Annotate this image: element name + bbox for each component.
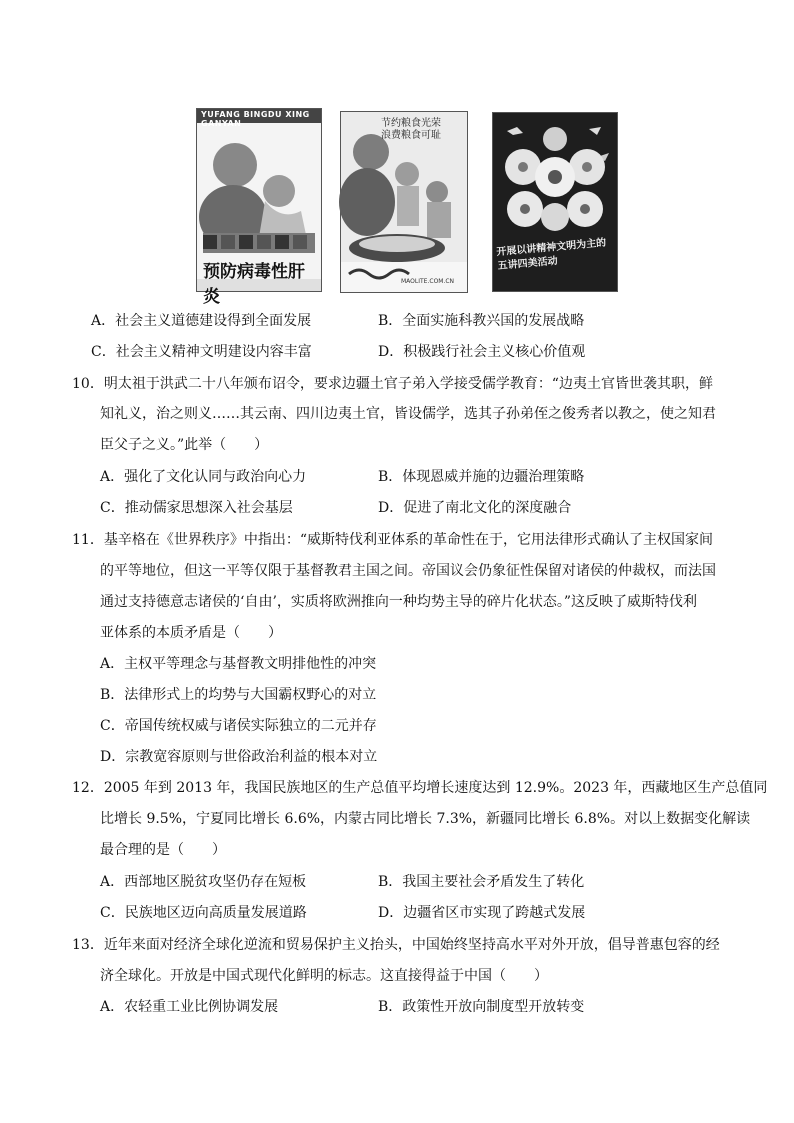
q11-option-c[interactable]: C．帝国传统权威与诸侯实际独立的二元并存 — [100, 718, 377, 734]
poster-civility-caption: 开展以讲精神文明为主的五讲四美活动 — [496, 237, 607, 273]
q12-option-b[interactable]: B．我国主要社会矛盾发生了转化 — [378, 874, 585, 890]
q10-option-c[interactable]: C．推动儒家思想深入社会基层 — [100, 500, 293, 516]
q10-stem-line: 知礼义，治之则义……其云南、四川边夷土官，皆设儒学，选其子孙弟侄之俊秀者以教之，使之知君 — [100, 406, 716, 422]
q9-option-a[interactable]: A．社会主义道德建设得到全面发展 — [91, 313, 312, 329]
q11-stem-line: 11．基辛格在《世界秩序》中指出：“威斯特伐利亚体系的革命性在于，它用法律形式确认了主权国家间 — [72, 532, 713, 548]
poster-grain — [340, 111, 468, 293]
poster-images — [196, 108, 620, 307]
q11-option-a[interactable]: A．主权平等理念与基督教文明排他性的冲突 — [100, 656, 377, 672]
q10-stem-line: 臣父子之义。”此举（ ） — [100, 437, 269, 453]
q13-option-a[interactable]: A．农轻重工业比例协调发展 — [100, 999, 279, 1015]
q12-stem-line: 比增长 9.5%，宁夏同比增长 6.6%，内蒙古同比增长 7.3%，新疆同比增长 6.8%。对以上数据变化解读 — [100, 811, 751, 827]
q11-option-d[interactable]: D．宗教宽容原则与世俗政治利益的根本对立 — [100, 749, 378, 765]
q10-option-d[interactable]: D．促进了南北文化的深度融合 — [378, 500, 572, 516]
poster-grain-footer: MAOLITE.COM.CN — [401, 278, 455, 285]
q12-option-a[interactable]: A．西部地区脱贫攻坚仍存在短板 — [100, 874, 307, 890]
q10-stem-line: 10．明太祖于洪武二十八年颁布诏令，要求边疆土官子弟入学接受儒学教育：“边夷土官皆世袭其职，鲜 — [72, 376, 713, 392]
q13-option-b[interactable]: B．政策性开放向制度型开放转变 — [378, 999, 585, 1015]
q12-option-d[interactable]: D．边疆省区市实现了跨越式发展 — [378, 905, 586, 921]
poster-grain-header: 节约粮食光荣 浪费粮食可耻 — [381, 118, 441, 141]
q11-stem-line: 通过支持德意志诸侯的‘自由’，实质将欧洲推向一种均势主导的碎片化状态。”这反映了威斯特伐利 — [100, 594, 698, 610]
q9-option-b[interactable]: B．全面实施科教兴国的发展战略 — [378, 313, 585, 329]
q12-stem-line: 最合理的是（ ） — [100, 842, 226, 858]
poster-hepatitis-header: YUFANG BINGDU XING GANYAN — [201, 110, 310, 128]
q9-option-d[interactable]: D．积极践行社会主义核心价值观 — [378, 344, 586, 360]
q9-option-c[interactable]: C．社会主义精神文明建设内容丰富 — [91, 344, 312, 360]
q12-stem-line: 12．2005 年到 2013 年，我国民族地区的生产总值平均增长速度达到 12.9%。2023 年，西藏地区生产总值同 — [72, 780, 768, 796]
poster-civility — [492, 112, 618, 292]
poster-hepatitis-caption: 预防病毒性肝炎 — [203, 262, 305, 307]
poster-hepatitis — [196, 108, 322, 307]
q11-stem-line: 的平等地位，但这一平等仅限于基督教君主国之间。帝国议会仍象征性保留对诸侯的仲裁权，而法国 — [100, 563, 716, 579]
q10-option-b[interactable]: B．体现恩威并施的边疆治理策略 — [378, 469, 585, 485]
q13-stem-line: 济全球化。开放是中国式现代化鲜明的标志。这直接得益于中国（ ） — [100, 968, 548, 984]
q13-stem-line: 13．近年来面对经济全球化逆流和贸易保护主义抬头，中国始终坚持高水平对外开放，倡导普惠包容的经 — [72, 937, 720, 953]
q12-option-c[interactable]: C．民族地区迈向高质量发展道路 — [100, 905, 307, 921]
q11-option-b[interactable]: B．法律形式上的均势与大国霸权野心的对立 — [100, 687, 377, 703]
q11-stem-line: 亚体系的本质矛盾是（ ） — [100, 625, 282, 641]
q10-option-a[interactable]: A．强化了文化认同与政治向心力 — [100, 469, 307, 485]
